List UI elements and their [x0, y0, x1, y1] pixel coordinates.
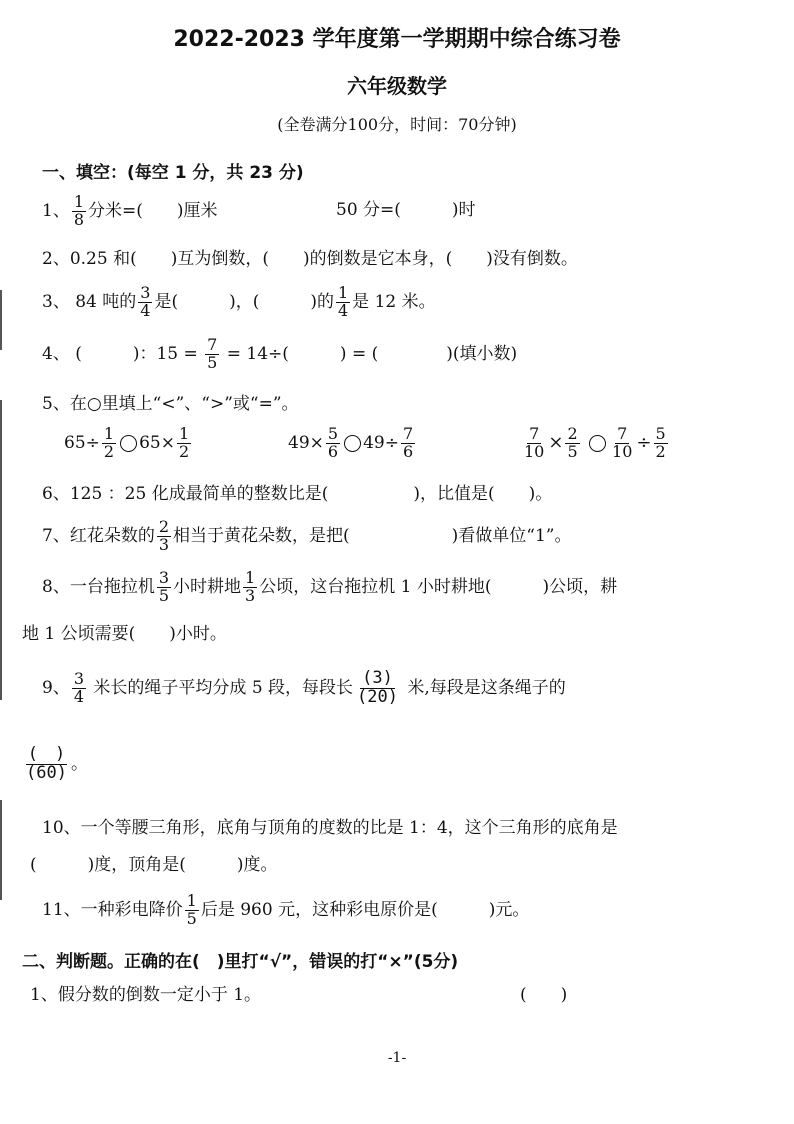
question-11: 11、一种彩电降价 $\frac{1}{5}$ 后是 960 元，这种彩电原价是( )元。 — [42, 891, 530, 928]
question-8: 8、一台拖拉机 $\frac{3}{5}$ 小时耕地 $\frac{1}{3}$ 公顷，这台拖拉机 1 小时耕地( )公顷，耕 — [42, 568, 618, 605]
question-6: 6、125 ：25 化成最简单的整数比是( )，比值是( )。 — [42, 484, 553, 504]
fraction: $\frac{1}{2}$ — [103, 424, 115, 461]
fraction: $\frac{2}{5}$ — [567, 424, 578, 461]
compare-expression-3: $\frac{7}{10}$ × $\frac{2}{5}$ $\frac{7}{10}$ ÷ $\frac{5}{2}$ — [524, 424, 666, 461]
judge-answer-blank[interactable]: ( ) — [520, 985, 568, 1005]
question-9: 9、 $\frac{3}{4}$ 米长的绳子平均分成 5 段，每段长 $\frac{(3)}{(20)}$ 米,每段是这条绳子的 — [42, 668, 566, 707]
fraction: $\frac{5}{6}$ — [327, 424, 339, 461]
question-number: 1、 — [42, 200, 70, 221]
fraction: $\frac{7}{10}$ — [612, 424, 633, 461]
fraction: $\frac{7}{6}$ — [402, 424, 414, 461]
binding-margin-mark — [0, 400, 8, 700]
answer-circle[interactable] — [589, 435, 606, 452]
page-number: -1- — [387, 1050, 407, 1066]
fraction: $\frac{3}{4}$ — [140, 283, 151, 320]
fraction: $\frac{1}{4}$ — [337, 283, 349, 320]
handwritten-answer: $\frac{(3)}{(20)}$ — [357, 668, 398, 707]
question-8-line2: 地 1 公顷需要( )小时。 — [22, 624, 227, 644]
fraction: $\frac{7}{5}$ — [207, 335, 218, 372]
question-10: 10、一个等腰三角形，底角与顶角的度数的比是 1：4，这个三角形的底角是 — [42, 818, 618, 838]
fraction: $\frac{1}{3}$ — [245, 568, 256, 605]
section1-heading: 一、填空：(每空 1 分，共 23 分) — [42, 163, 304, 183]
answer-circle[interactable] — [344, 435, 361, 452]
judge-question-1: 1、假分数的倒数一定小于 1。 — [30, 985, 262, 1005]
question-7: 7、红花朵数的 $\frac{2}{3}$ 相当于黄花朵数，是把( )看做单位“1”。 — [42, 517, 572, 554]
question-4: 4、 ( )：15 = $\frac{7}{5}$ = 14÷( ) = ( )(填小数) — [42, 335, 518, 372]
handwritten-answer: $\frac{( )}{(60)}$ — [26, 744, 67, 783]
section2-heading: 二、判断题。正确的在( )里打“√”，错误的打“×”(5分) — [22, 952, 459, 972]
fraction: $\frac{7}{10}$ — [524, 424, 545, 461]
compare-expression-1: 65÷ $\frac{1}{2}$ 65× $\frac{1}{2}$ — [64, 424, 190, 461]
question-1: 1、 $\frac{1}{8}$ 分米=( )厘米 — [42, 192, 218, 229]
exam-info: (全卷满分100分，时间：70分钟) — [277, 115, 517, 134]
question-5: 5、在○里填上“<”、“>”或“=”。 — [42, 394, 299, 414]
fraction: $\frac{3}{4}$ — [73, 669, 85, 706]
answer-circle[interactable] — [120, 435, 137, 452]
fraction: $\frac{2}{3}$ — [158, 517, 170, 554]
question-3: 3、 84 吨的 $\frac{3}{4}$ 是( )，( )的 $\frac{1}{4}$ 是 12 米。 — [42, 283, 436, 320]
fraction: $\frac{5}{2}$ — [655, 424, 666, 461]
fraction: $\frac{1}{2}$ — [178, 424, 190, 461]
binding-margin-mark — [0, 290, 8, 350]
fraction: $\frac{1}{8}$ — [73, 192, 85, 229]
question-9-line2: $\frac{( )}{(60)}$ 。 — [26, 744, 88, 783]
page-title: 2022-2023 学年度第一学期期中综合练习卷 — [173, 27, 621, 52]
fraction: $\frac{3}{5}$ — [158, 568, 170, 605]
question-1-part2: 50 分=( )时 — [336, 200, 476, 220]
question-2: 2、0.25 和( )互为倒数，( )的倒数是它本身，( )没有倒数。 — [42, 249, 578, 269]
compare-expression-2: 49× $\frac{5}{6}$ 49÷ $\frac{7}{6}$ — [288, 424, 414, 461]
fraction: $\frac{1}{5}$ — [186, 891, 197, 928]
question-10-line2: ( )度，顶角是( )度。 — [30, 855, 278, 875]
binding-margin-mark — [0, 800, 8, 900]
subject-title: 六年级数学 — [347, 74, 447, 98]
